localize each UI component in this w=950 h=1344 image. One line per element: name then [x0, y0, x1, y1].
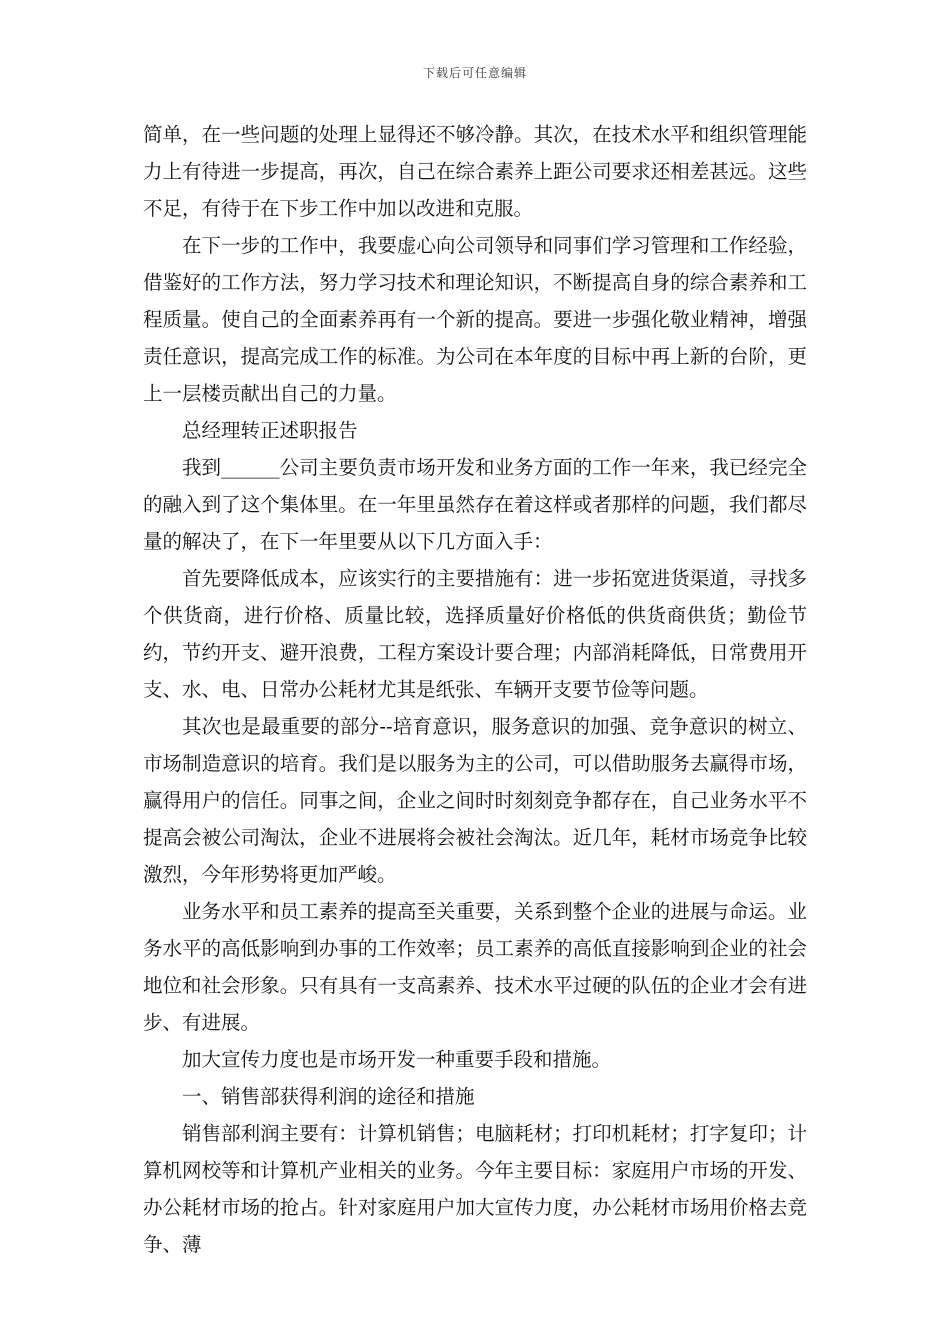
subsection-heading: 一、销售部获得利润的途径和措施	[182, 1085, 475, 1108]
paragraph-4: 首先要降低成本，应该实行的主要措施有：进一步拓宽进货渠道，寻找多个供货商，进行价格、质量比较，选择质量好价格低的供货商供货；勤俭节约，节约开支、避开浪费，工程方案设计要合理；内部消耗降低，日常费用开支、水、电、日常办公耗材尤其是纸张、车辆开支要节俭等问题。	[143, 567, 807, 701]
paragraph-3: 我到______公司主要负责市场开发和业务方面的工作一年来，我已经完全的融入到了这个集体里。在一年里虽然存在着这样或者那样的问题，我们都尽量的解决了，在下一年里要从以下几方面入手：	[143, 456, 807, 553]
section-title: 总经理转正述职报告	[182, 419, 358, 442]
paragraph-5: 其次也是最重要的部分--培育意识，服务意识的加强、竞争意识的树立、市场制造意识的培育。我们是以服务为主的公司，可以借助服务去赢得市场，赢得用户的信任。同事之间，企业之间时时刻刻竞争都存在，自己业务水平不提高会被公司淘汰，企业不进展将会被社会淘汰。近几年，耗材市场竞争比较激烈，今年形势将更加严峻。	[143, 715, 807, 886]
paragraph-2: 在下一步的工作中，我要虚心向公司领导和同事们学习管理和工作经验，借鉴好的工作方法，努力学习技术和理论知识，不断提高自身的综合素养和工程质量。使自己的全面素养再有一个新的提高。要进一步强化敬业精神，增强责任意识，提高完成工作的标准。为公司在本年度的目标中再上新的台阶，更上一层楼贡献出自己的力量。	[143, 234, 807, 405]
paragraph-7: 加大宣传力度也是市场开发一种重要手段和措施。	[182, 1048, 612, 1071]
paragraph-1: 简单，在一些问题的处理上显得还不够冷静。其次，在技术水平和组织管理能力上有待进一步提高，再次，自己在综合素养上距公司要求还相差甚远。这些不足，有待于在下步工作中加以改进和克服。	[143, 123, 807, 220]
document-body	[143, 116, 807, 1263]
paragraph-8: 销售部利润主要有：计算机销售；电脑耗材；打印机耗材；打字复印；计算机网校等和计算机产业相关的业务。今年主要目标：家庭用户市场的开发、办公耗材市场的抢占。针对家庭用户加大宣传力度，办公耗材市场用价格去竞争、薄	[143, 1122, 807, 1256]
paragraph-6: 业务水平和员工素养的提高至关重要，关系到整个企业的进展与命运。业务水平的高低影响到办事的工作效率；员工素养的高低直接影响到企业的社会地位和社会形象。只有具有一支高素养、技术水平过硬的队伍的企业才会有进步、有进展。	[143, 900, 807, 1034]
page-header-note: 下载后可任意编辑	[422, 66, 527, 80]
